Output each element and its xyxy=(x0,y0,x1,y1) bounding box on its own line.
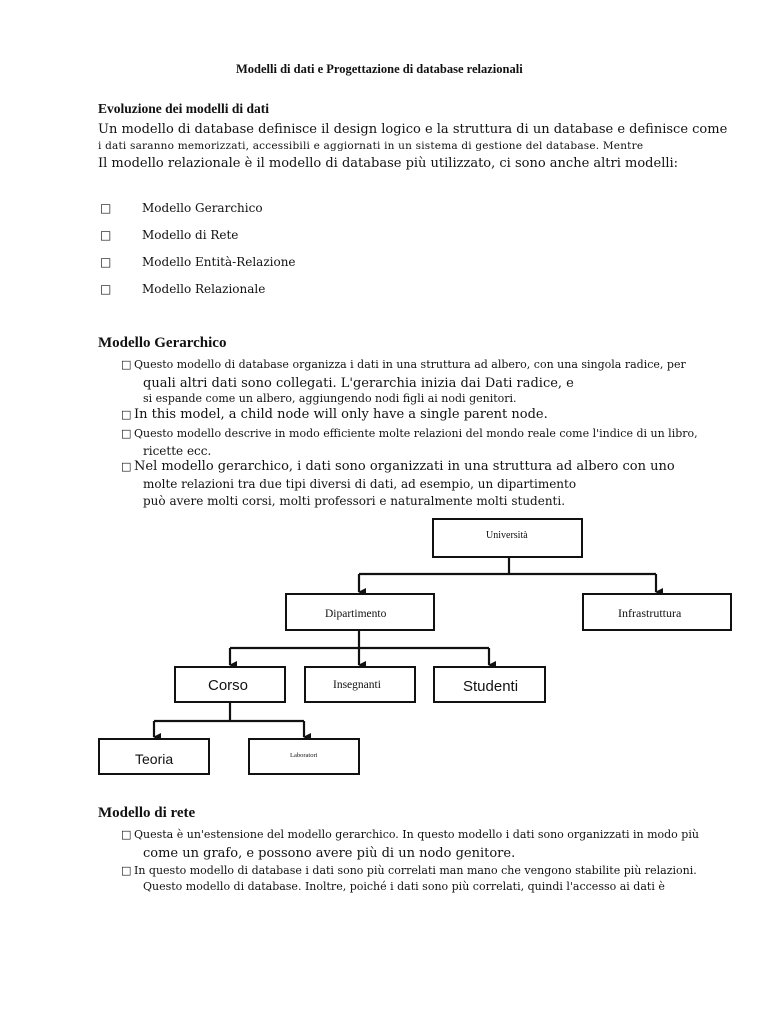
node-laboratori xyxy=(248,738,360,775)
list-bullet-icon: □ xyxy=(100,282,112,296)
paragraph-line: i dati saranno memorizzati, accessibili e aggiornati in un sistema di gestione del database. Mentre xyxy=(98,140,644,152)
bullet-icon: □ xyxy=(121,358,132,371)
bullet-icon: □ xyxy=(121,427,132,440)
list-item: Modello Gerarchico xyxy=(142,201,263,215)
paragraph-line: Un modello di database definisce il design logico e la struttura di un database e definisce come xyxy=(98,122,728,137)
node-label: Insegnanti xyxy=(333,679,381,691)
list-item: Modello di Rete xyxy=(142,228,239,242)
node-corso xyxy=(174,666,286,703)
page-title: Modelli di dati e Progettazione di database relazionali xyxy=(236,62,523,76)
node-teoria xyxy=(98,738,210,775)
paragraph-line: quali altri dati sono collegati. L'gerarchia inizia dai Dati radice, e xyxy=(143,376,574,391)
section-heading-evolution: Evoluzione dei modelli di dati xyxy=(98,101,270,116)
bullet-icon: □ xyxy=(121,460,132,473)
bullet-icon: □ xyxy=(121,828,132,841)
section-heading-hierarchical: Modello Gerarchico xyxy=(98,335,227,351)
node-label: Teoria xyxy=(135,751,174,767)
paragraph-line: ricette ecc. xyxy=(143,444,212,458)
node-label: Studenti xyxy=(463,678,519,695)
paragraph-line: Questo modello di database. Inoltre, poiché i dati sono più correlati, quindi l'accesso ai dati è xyxy=(143,880,665,893)
node-infrastruttura xyxy=(582,593,732,631)
node-label: Corso xyxy=(208,677,249,694)
paragraph-line: In this model, a child node will only have a single parent node. xyxy=(134,407,548,422)
node-label: Dipartimento xyxy=(325,608,387,620)
bullet-icon: □ xyxy=(121,408,132,421)
paragraph-line: Il modello relazionale è il modello di database più utilizzato, ci sono anche altri modelli: xyxy=(98,156,679,171)
list-bullet-icon: □ xyxy=(100,201,112,215)
node-universita xyxy=(432,518,583,558)
list-bullet-icon: □ xyxy=(100,255,112,269)
list-item: Modello Relazionale xyxy=(142,282,266,296)
paragraph-line: Nel modello gerarchico, i dati sono organizzati in una struttura ad albero con uno xyxy=(134,459,675,474)
paragraph-line: Questa è un'estensione del modello gerarchico. In questo modello i dati sono organizzati in modo più xyxy=(134,828,699,841)
list-item: Modello Entità-Relazione xyxy=(142,255,296,269)
node-insegnanti xyxy=(304,666,416,703)
node-label: Università xyxy=(486,530,528,541)
node-dipartimento xyxy=(285,593,435,631)
paragraph-line: si espande come un albero, aggiungendo nodi figli ai nodi genitori. xyxy=(143,392,517,405)
paragraph-line: Questo modello di database organizza i dati in una struttura ad albero, con una singola radice, per xyxy=(134,358,686,371)
list-bullet-icon: □ xyxy=(100,228,112,242)
paragraph-line: In questo modello di database i dati sono più correlati man mano che vengono stabilite più relazioni. xyxy=(134,864,697,877)
node-label: Infrastruttura xyxy=(618,606,682,620)
bullet-icon: □ xyxy=(121,864,132,877)
paragraph-line: come un grafo, e possono avere più di un nodo genitore. xyxy=(143,846,516,861)
section-heading-network: Modello di rete xyxy=(98,805,196,821)
node-studenti xyxy=(433,666,546,703)
paragraph-line: molte relazioni tra due tipi diversi di dati, ad esempio, un dipartimento xyxy=(143,477,577,491)
paragraph-line: può avere molti corsi, molti professori e naturalmente molti studenti. xyxy=(143,494,566,508)
paragraph-line: Questo modello descrive in modo efficiente molte relazioni del mondo reale come l'indice di un libro, xyxy=(134,427,698,440)
node-label: Laboratori xyxy=(290,752,318,759)
